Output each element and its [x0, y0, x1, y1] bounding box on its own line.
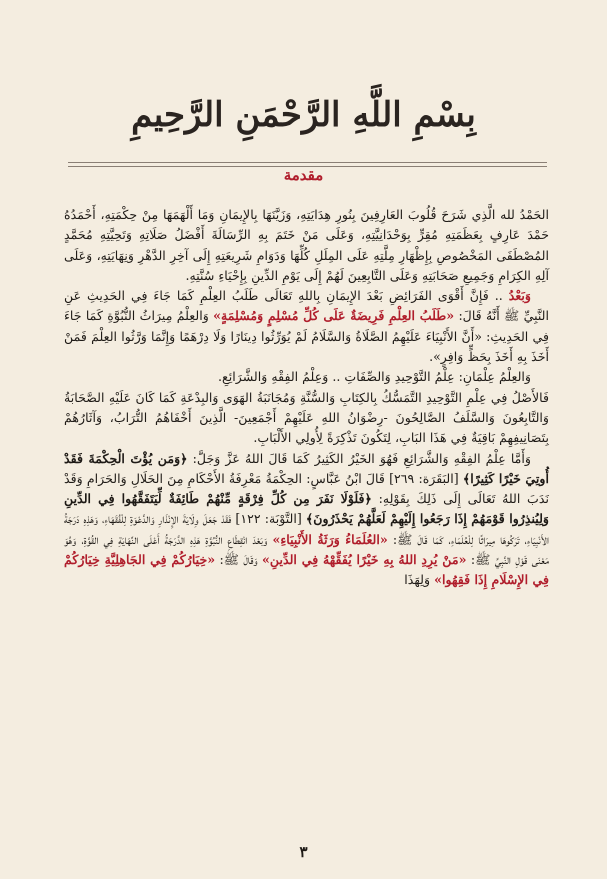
basmala-heading: بِسْمِ اللَّهِ الرَّحْمَنِ الرَّحِيمِ — [131, 95, 476, 135]
paragraph-two-sciences: وَالعِلْمُ عِلْمَانِ: عِلْمُ التَّوْحِيدِ وَالصِّفَاتِ .. وَعِلْمُ الفِقْهِ وَالشَّرَائِعِ. — [218, 369, 531, 385]
text-segment: وَبَعْدَ انْقِطَاعِ النُّبُوَّةِ هَذِهِ الدَّرَجَةُ أَعْلَى النِّهَايَةِ فِي القُوَّةِ، وَهُوَ مَعْنَى قَوْلِ النَّبِيِّ ﷺ: — [64, 531, 549, 568]
body-text — [64, 205, 549, 591]
section-title: مقدمة — [283, 166, 324, 184]
text-segment: وَأَمَّا عِلْمُ الفِقْهِ وَالشَّرَائِعِ فَهُوَ الخَيْرُ الكَثِيرُ كَمَا قَالَ اللهُ عَزَّ وَجَلَّ: — [187, 450, 531, 466]
lead-word: وَبَعْدُ — [508, 288, 531, 304]
text-segment: وَالعِلْمُ مِيرَاثُ النُّبُوَّةِ كَمَا جَاءَ فِي الحَدِيثِ: «أَنَّ الأَنْبِيَاءَ عَلَيْهِمُ الصَّلَاةُ وَالسَّلَامُ لَمْ يُوَرِّثُوا دِينَارًا وَلَا دِرْهَمًا وَإِنَّمَا وَرَّثُوا العِلْمَ فَمَنْ أَخَذَ بِهِ أَخَذَ بِحَظٍّ وَافِرٍ». — [64, 308, 549, 365]
title-rule-top — [68, 162, 547, 163]
text-segment: وَلِهَذَا — [404, 572, 435, 588]
paragraph-fiqh — [64, 449, 549, 591]
text-segment: [البَقَرَة: ٢٦٩] قَالَ ابْنُ عَبَّاسٍ: الحِكْمَةُ مَعْرِفَةُ الأَحْكَامِ مِنَ الحَلَالِ وَالحَرَامِ وَقَدْ نَدَبَ اللهُ تَعَالَى إِلَى ذَلِكَ بِقَوْلِهِ: — [64, 470, 549, 507]
paragraph-tawhid: فَالأَصْلُ فِي عِلْمِ التَّوْحِيدِ التَّمَسُّكُ بِالكِتَابِ وَالسُّنَّةِ وَمُجَانَبَةُ الهَوَى وَالبِدْعَةِ كَمَا كَانَ عَلَيْهِ الصَّحَابَةُ وَالتَّابِعُونَ وَالسَّلَفُ الصَّالِحُونَ -رِضْوَانُ اللهِ عَلَيْهِمْ أَجْمَعِينَ- الَّذِينَ أَخْفَاهُمُ التُّرَابُ، وَآثَارُهُمْ بِتَصَانِيفِهِمْ بَاقِيَةٌ فِي هَذَا البَابِ، لِتَكُونَ تَذْكِرَةً لِأُولِي الأَلْبَابِ. — [64, 389, 549, 446]
paragraph-wabad — [64, 286, 549, 367]
hadith-quote: «العُلَمَاءُ وَرَثَةُ الأَنْبِيَاءِ» — [272, 531, 388, 547]
hadith-quote: «طَلَبُ العِلْمِ فَرِيضَةٌ عَلَى كُلِّ مُسْلِمٍ وَمُسْلِمَةٍ» — [213, 308, 455, 324]
text-segment: .. فَإِنَّ أَقْوَى الفَرَائِضِ بَعْدَ الإِيمَانِ بِاللهِ تَعَالَى طَلَبُ العِلْمِ كَمَا جَاءَ فِي الحَدِيثِ عَنِ النَّبِيِّ ﷺ أَنَّهُ قَالَ: — [64, 288, 550, 324]
paragraph-opening: الحَمْدُ لله الَّذِي شَرَحَ قُلُوبَ العَارِفِينَ بِنُورِ هِدَايَتِهِ، وَزَيَّنَهَا بِالإِيمَانِ وَمَا أَلْهَمَهَا مِنْ حِكْمَتِهِ، أَحْمَدُهُ حَمْدَ عَارِفٍ بِعَظَمَتِهِ مُقِرٍّ بِوَحْدَانِيَّتِهِ، وَعَلَى مَنْ خَتَمَ بِهِ الرِّسَالَةَ أَفْضَلُ صَلَاتِهِ وَتَحِيَّتِهِ مُحَمَّدٍ المُصْطَفَى المَخْصُوصِ بِإِظْهَارِ مِلَّتِهِ عَلَى المِلَلِ كُلِّهَا وَدَوَامِ شَرِيعَتِهِ إِلَى آخِرِ الدَّهْرِ وَنِهَايَتِهِ، وَعَلَى آلِهِ الكِرَامِ وَجَمِيعِ صَحَابَتِهِ وَعَلَى التَّابِعِينَ لَهُمْ إِلَى يَوْمِ الدِّينِ بِإِحْيَاءِ سُنَّتِهِ. — [64, 207, 549, 283]
quran-verse: ﴿وَمَن يُؤْتَ الْحِكْمَةَ فَقَدْ أُوتِيَ خَيْرًا كَثِيرًا﴾ — [64, 450, 549, 486]
quran-verse: ﴿فَلَوْلَا نَفَرَ مِن كُلِّ فِرْقَةٍ مِّنْهُمْ طَائِفَةٌ لِّيَتَفَقَّهُوا فِي الدِّينِ وَلِيُنذِرُوا قَوْمَهُمْ إِذَا رَجَعُوا إِلَيْهِمْ لَعَلَّهُمْ يَحْذَرُونَ﴾ — [64, 491, 549, 527]
text-segment: [التَّوْبَة: ١٢٢] فَقَدْ جَعَلَ وِلَايَةَ الإِنْذَارِ وَالدَّعْوَةِ لِلْفُقَهَاءِ، وَهَذِهِ دَرَجَةُ الأَنْبِيَاءِ، تَرَكُوهَا مِيرَاثًا لِلْعُلَمَاءِ، كَمَا قَالَ ﷺ: — [64, 511, 549, 547]
text-segment: وَقَالَ ﷺ: — [215, 552, 263, 568]
page-number: ٣ — [299, 843, 308, 861]
hadith-quote: «خِيَارُكُمْ فِي الجَاهِلِيَّةِ خِيَارُكُمْ فِي الإِسْلَامِ إِذَا فَقِهُوا» — [64, 552, 549, 588]
hadith-quote: «مَنْ يُرِدِ اللهُ بِهِ خَيْرًا يُفَقِّهْهُ فِي الدِّينِ» — [262, 552, 467, 568]
